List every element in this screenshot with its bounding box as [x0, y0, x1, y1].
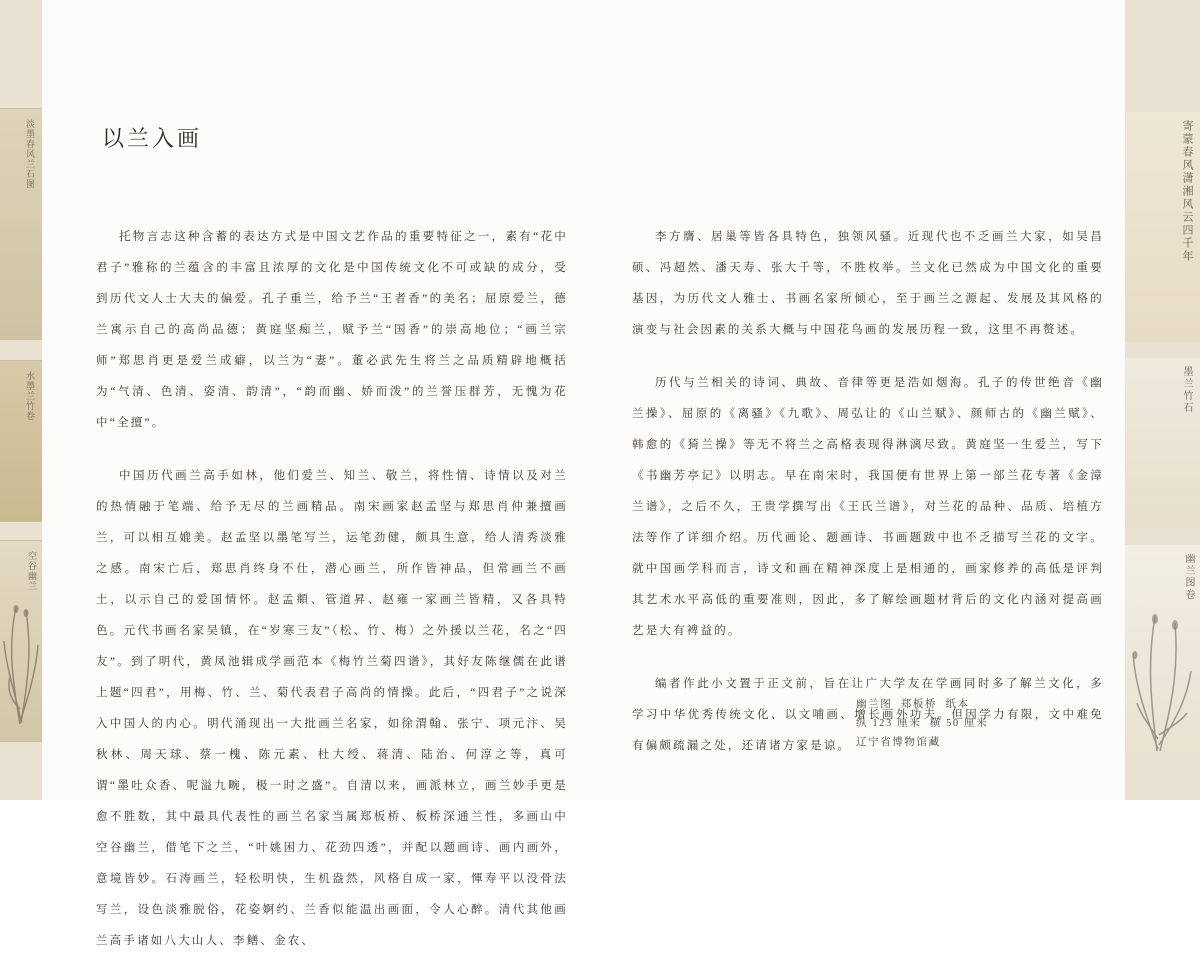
right-strip-inscription-1: 寄蒙春风潇湘风云四千年 [1181, 120, 1193, 263]
left-strip-inscription-3: 空谷幽兰 [27, 551, 37, 591]
right-text-column [632, 222, 1104, 979]
right-decorative-strip [1125, 0, 1200, 800]
left-strip-panel-3 [0, 540, 42, 742]
left-text-column [96, 222, 568, 979]
two-column-body [96, 222, 1104, 979]
left-strip-panel-1 [0, 108, 42, 340]
caption-line-3: 辽宁省博物馆藏 [856, 737, 941, 748]
document-content [96, 0, 1104, 947]
page-title: 以兰入画 [102, 126, 203, 151]
right-strip-panel-1 [1125, 112, 1200, 342]
right-strip-inscription-3: 幽兰图卷 [1183, 553, 1194, 601]
paragraph: 李方膺、居巢等皆各具特色，独领风骚。近现代也不乏画兰大家，如吴昌硕、冯超然、潘天寿、张大千等，不胜枚举。兰文化已然成为中国文化的重要基因，为历代文人雅士、书画名家所倾心，至于画兰之源起、发展及其风格的演变与社会因素的关系大概与中国花鸟画的发展历程一致，这里不再赘述。 [632, 231, 1104, 336]
right-strip-panel-3 [1125, 545, 1200, 760]
paragraph: 托物言志这种含蓄的表达方式是中国文艺作品的重要特征之一，素有“花中君子”雅称的兰蕴含的丰富且浓厚的文化是中国传统文化不可或缺的成分，受到历代文人士大夫的偏爱。孔子重兰，给予兰“王者香”的美名；屈原爱兰，德兰寓示自己的高尚品德；黄庭坚痴兰，赋予兰“国香”的崇高地位；“画兰宗师”郑思肖更是爱兰成癖，以兰为“妻”。董必武先生将兰之品质精辟地概括为“气清、色清、姿清、韵清”，“韵而幽、娇而泼”的兰誉压群芳，无愧为花中“全擅”。 [96, 231, 568, 429]
paragraph: 中国历代画兰高手如林，他们爱兰、知兰、敬兰，将性情、诗情以及对兰的热情融于笔端、给予无尽的兰画精品。南宋画家赵孟坚与郑思肖仲兼擅画兰，可以相互媲美。赵孟坚以墨笔写兰，运笔劲健，颇具生意，给人清秀淡雅之感。南宋亡后，郑思肖终身不仕，潜心画兰，所作皆神品，但常画兰不画土，以示自己的爱国情怀。赵孟頫、管道昇、赵雍一家画兰皆精，又各具特色。元代书画名家吴镇，在“岁寒三友”（松、竹、梅）之外援以兰花，名之“四友”。到了明代，黄凤池辑成学画范本《梅竹兰菊四谱》，其好友陈继儒在此谱上题“四君”，用梅、竹、兰、菊代表君子高尚的情操。此后，“四君子”之说深入中国人的内心。明代涌现出一大批画兰名家，如徐渭翰、张宁、项元汴、吴秋林、周天球、蔡一槐、陈元素、杜大绶、蒋清、陆治、何淳之等，真可谓“墨吐众香、呢溢九畹，极一时之盛”。自清以来，画派林立，画兰妙手更是愈不胜数，其中最具代表性的画兰名家当属郑板桥、板桥深通兰性，多画山中空谷幽兰，借笔下之兰，“叶姚困力、花劲四透”，并配以题画诗、画内画外，意境皆妙。石涛画兰，轻松明快，生机盎然，风格自成一家，惲寿平以没骨法写兰，设色淡雅脱俗，花姿婀约、兰香似能温出画面，令人心醉。清代其他画兰高手诸如八大山人、李鳝、金农、 [96, 470, 568, 947]
right-strip-panel-2 [1125, 358, 1200, 528]
right-strip-inscription-2: 墨兰竹石 [1181, 366, 1192, 414]
left-strip-inscription-2: 水墨兰竹卷 [25, 371, 35, 421]
paragraph: 历代与兰相关的诗词、典故、音律等更是浩如烟海。孔子的传世绝音《幽兰操》、屈原的《离骚》《九歌》、周弘让的《山兰赋》、颜师古的《幽兰赋》、韩愈的《猗兰操》等无不将兰之高格表现得淋漓尽致。黄庭坚一生爱兰，写下《书幽芳亭记》以明志。早在南宋时，我国便有世界上第一部兰花专著《金漳兰谱》，之后不久，王贵学撰写出《王氏兰谱》，对兰花的品种、品质、培植方法等作了详细介绍。历代画论、题画诗、书画题跋中也不乏描写兰花的文字。就中国画学科而言，诗文和画在精神深度上是相通的，画家修养的高低是评判其艺术水平高低的重要准则，因此，多了解绘画题材背后的文化内涵对提高画艺是大有裨益的。 [632, 377, 1104, 637]
left-strip-panel-2 [0, 360, 42, 522]
figure-caption [856, 695, 1086, 752]
caption-line-1: 幽兰图 郑板桥 纸本 [856, 699, 970, 710]
left-decorative-strip [0, 0, 42, 800]
caption-line-2: 纵 123 厘米 横 50 厘米 [856, 718, 989, 729]
left-strip-inscription-1: 淡墨春风兰石图 [25, 119, 35, 189]
paragraph: 编者作此小文置于正文前，旨在让广大学友在学画同时多了解兰文化，多学习中华优秀传统文化、以文哺画、增长画外功夫。但因学力有限，文中难免有偏颇疏漏之处，还请诸方家是谅。 [632, 678, 1104, 752]
